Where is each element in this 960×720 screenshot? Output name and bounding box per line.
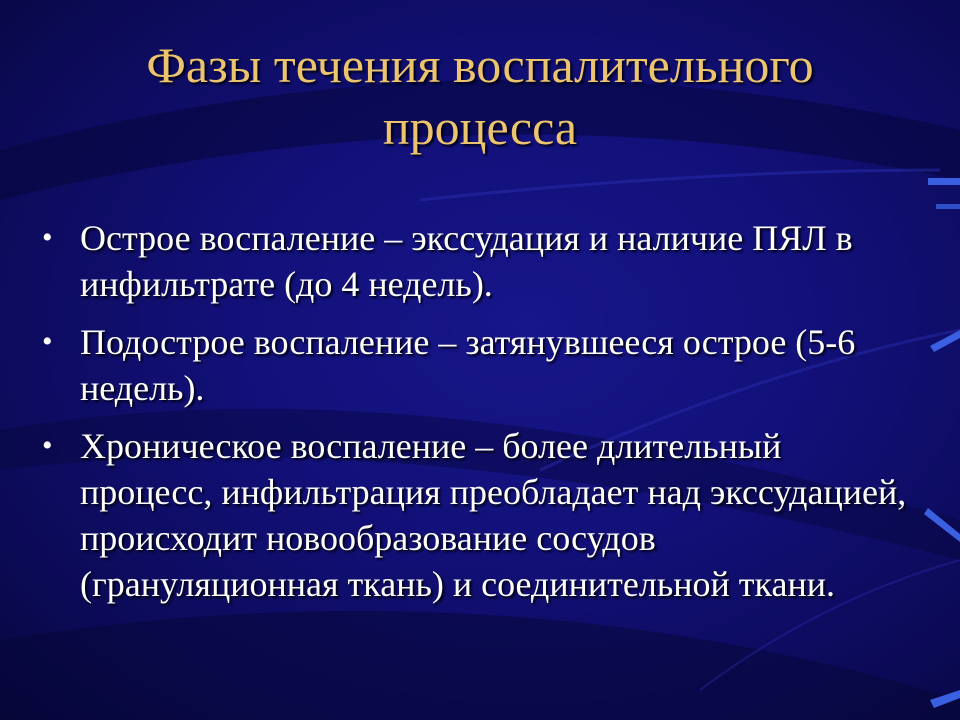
accent-stripe-2 — [936, 204, 960, 209]
bullet-text: Острое воспаление – экссудация и наличие ПЯЛ в инфильтрате (до 4 недель). — [80, 218, 853, 304]
accent-stripe-1 — [928, 178, 960, 185]
bullet-text: Подострое воспаление – затянувшееся острое (5-6 недель). — [80, 322, 856, 408]
light-arc-1 — [420, 170, 940, 200]
dark-swoosh-bottom — [0, 611, 960, 720]
bullet-item — [40, 319, 920, 411]
bullet-text: Хроническое воспаление – более длительный процесс, инфильтрация преобладает над экссудацией, происходит новообразование сосудов (грануляционная ткань) и соединительной ткани. — [80, 426, 907, 604]
bullet-item — [40, 423, 920, 607]
bullet-item — [40, 215, 920, 307]
bullet-list — [40, 215, 920, 619]
bullet-marker: • — [42, 429, 53, 462]
slide-title: Фазы течения воспалительного процесса — [146, 37, 814, 155]
bullet-marker: • — [42, 221, 53, 254]
bullet-marker: • — [42, 325, 53, 358]
